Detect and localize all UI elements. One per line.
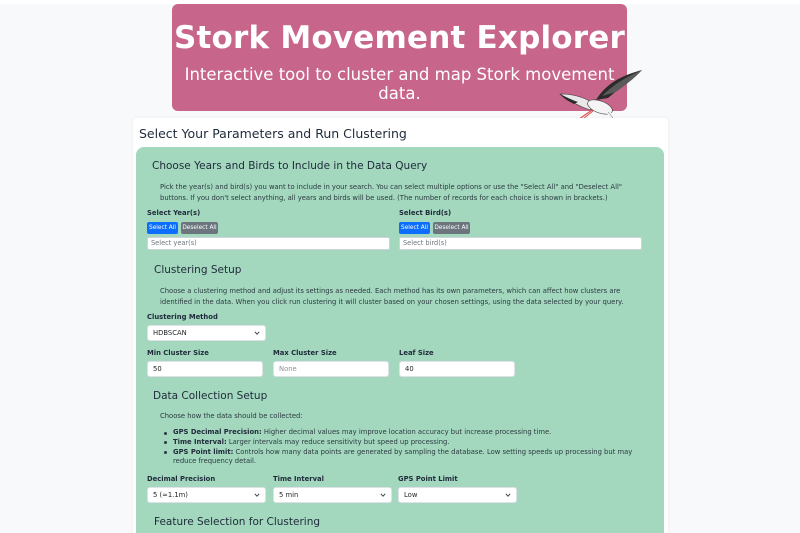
decimal-precision-select[interactable] bbox=[147, 487, 266, 503]
years-input[interactable]: Select year(s) bbox=[147, 237, 390, 250]
time-interval-label: Time Interval bbox=[273, 475, 324, 483]
leaf-size-input[interactable]: 40 bbox=[399, 361, 515, 377]
clustering-method-label: Clustering Method bbox=[147, 313, 218, 321]
birds-label: Select Bird(s) bbox=[399, 209, 452, 217]
chevron-down-icon bbox=[380, 492, 386, 498]
gps-point-limit-select[interactable] bbox=[398, 487, 517, 503]
birds-deselect-all-button[interactable]: Deselect All bbox=[433, 222, 470, 234]
app-subtitle: Interactive tool to cluster and map Stork movement data. bbox=[184, 65, 615, 103]
time-interval-select[interactable] bbox=[273, 487, 392, 503]
app-title: Stork Movement Explorer bbox=[173, 20, 625, 56]
birds-input[interactable]: Select bird(s) bbox=[399, 237, 642, 250]
query-heading: Choose Years and Birds to Include in the Data Query bbox=[152, 160, 428, 172]
list-item: Time Interval: Larger intervals may reduce sensitivity but speed up processing. bbox=[160, 438, 640, 448]
clustering-description: Choose a clustering method and adjust its settings as needed. Each method has its own parameters, which can affect how clusters are identified in the data. When you click run clustering it will cluster based on your chosen settings, using the data selected by your query. bbox=[160, 287, 624, 306]
data-collection-heading: Data Collection Setup bbox=[153, 390, 268, 402]
clustering-heading: Clustering Setup bbox=[154, 264, 242, 276]
data-collection-bullets bbox=[160, 428, 640, 467]
max-cluster-input[interactable]: None bbox=[273, 361, 389, 377]
clustering-method-select[interactable] bbox=[147, 325, 266, 341]
years-select-all-button[interactable]: Select All bbox=[147, 222, 178, 234]
birds-select-all-button[interactable]: Select All bbox=[399, 222, 430, 234]
time-interval-value: 5 min bbox=[279, 491, 299, 499]
leaf-size-label: Leaf Size bbox=[399, 349, 434, 357]
chevron-down-icon bbox=[254, 492, 260, 498]
section-title: Select Your Parameters and Run Clustering bbox=[139, 126, 407, 141]
max-cluster-label: Max Cluster Size bbox=[273, 349, 337, 357]
decimal-precision-value: 5 (≈1.1m) bbox=[153, 491, 188, 499]
min-cluster-input[interactable]: 50 bbox=[147, 361, 263, 377]
feature-selection-heading: Feature Selection for Clustering bbox=[154, 516, 321, 528]
query-description: Pick the year(s) and bird(s) you want to include in your search. You can select multiple options or use the "Select All" and "Deselect All" buttons. If you don't select anything, all years and birds will be used. (The number of records for each choice is shown in brackets.) bbox=[160, 183, 622, 202]
chevron-down-icon bbox=[254, 330, 260, 336]
clustering-method-value: HDBSCAN bbox=[153, 329, 187, 337]
gps-point-limit-value: Low bbox=[404, 491, 418, 499]
min-cluster-label: Min Cluster Size bbox=[147, 349, 209, 357]
years-deselect-all-button[interactable]: Deselect All bbox=[181, 222, 218, 234]
chevron-down-icon bbox=[505, 492, 511, 498]
years-label: Select Year(s) bbox=[147, 209, 201, 217]
data-collection-intro: Choose how the data should be collected: bbox=[160, 412, 303, 420]
list-item: GPS Decimal Precision: Higher decimal values may improve location accuracy but increase processing time. bbox=[160, 428, 640, 438]
gps-point-limit-label: GPS Point Limit bbox=[398, 475, 458, 483]
decimal-precision-label: Decimal Precision bbox=[147, 475, 216, 483]
list-item: GPS Point limit: Controls how many data points are generated by sampling the database. Low setting speeds up processing but may reduce frequency detail. bbox=[160, 448, 640, 468]
